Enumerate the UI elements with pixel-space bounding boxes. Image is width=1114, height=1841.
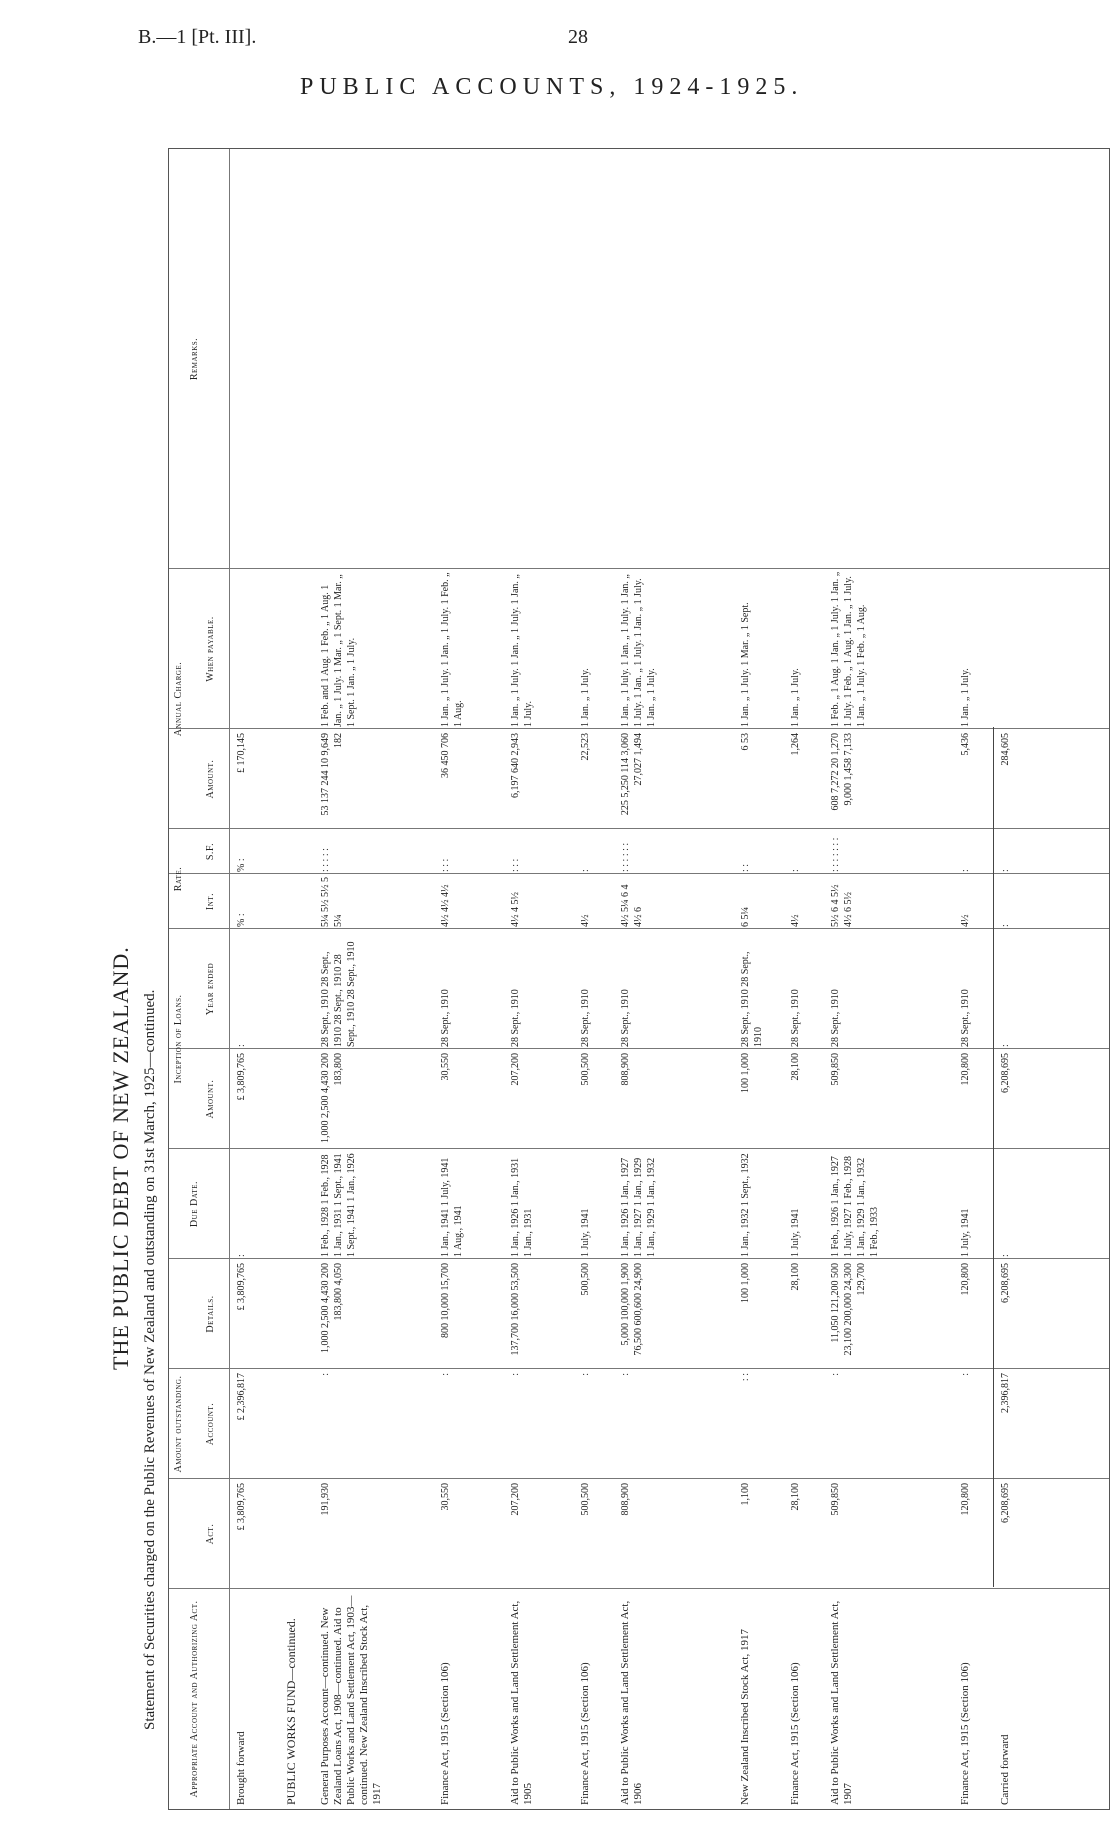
cell-due: : (236, 1254, 247, 1257)
cell-due: 1 July, 1941 (960, 1208, 971, 1257)
cell-due: 1 Jan., 1926 1 Jan., 1927 1 Jan., 1927 1 Jan., 1929 1 Jan., 1929 1 Jan., 1932 (620, 1157, 657, 1257)
cell-act: 120,800 (960, 1483, 971, 1516)
cell-label: Brought forward (235, 1731, 247, 1805)
cell-account: : (320, 1373, 331, 1376)
cell-year: 28 Sept., 1910 (830, 989, 841, 1047)
cell-ac-amt: 1,264 (790, 733, 801, 756)
table-grid (168, 148, 1110, 1810)
cell-label: Carried forward (999, 1734, 1011, 1805)
cell-year: : (1000, 1044, 1011, 1047)
header-year-ended: Year ended (205, 962, 216, 1016)
header-incep-amount: Amount. (205, 1079, 216, 1119)
cell-details: 11,050 121,200 500 23,100 200,000 24,300 129,700 (830, 1263, 867, 1356)
cell-year: 28 Sept., 1910 28 Sept., 1910 (740, 951, 764, 1047)
cell-details: 1,000 2,500 4,430 200 183,800 4,050 (320, 1263, 344, 1353)
cell-year: 28 Sept., 1910 (620, 989, 631, 1047)
cell-inc-amt: 6,208,695 (1000, 1053, 1011, 1093)
cell-sf: : : : : : : : (830, 837, 841, 872)
cell-year: 28 Sept., 1910 (580, 989, 591, 1047)
cell-account: : : (740, 1373, 751, 1382)
cell-details: 100 1,000 (740, 1263, 751, 1303)
cell-inc-amt: 28,100 (790, 1053, 801, 1081)
cell-year: : (236, 1044, 247, 1047)
cell-account: : (960, 1373, 971, 1376)
cell-ac-amt: 225 5,250 114 3,060 27,027 1,494 (620, 733, 644, 816)
cell-details: 28,100 (790, 1263, 801, 1291)
cell-when: 1 Jan. „ 1 July. (580, 668, 591, 727)
cell-details: £ 3,809,765 (236, 1263, 247, 1311)
cell-int: 4½ 4½ 4½ (440, 884, 451, 927)
rotated-table (108, 130, 1114, 1830)
cell-when: 1 Jan. „ 1 July. 1 Jan. „ 1 July. 1 Jan. „ 1 July. 1 Jan. „ 1 July. 1 Jan. „ 1 July. 1 Jan. „ 1 July. (620, 574, 657, 727)
cell-inc-amt: 500,500 (580, 1053, 591, 1086)
cell-year: 28 Sept., 1910 (790, 989, 801, 1047)
cell-sf: : : : : : : (620, 842, 631, 872)
cell-ac-amt: 6,197 640 2,943 (510, 733, 521, 798)
cell-account: 2,396,817 (1000, 1373, 1011, 1413)
cell-label: Aid to Public Works and Land Settlement Act, 1906 (619, 1600, 644, 1805)
running-title: PUBLIC ACCOUNTS, 1924-1925. (300, 74, 804, 100)
cell-due: 1 Jan., 1926 1 Jan., 1931 1 Jan., 1931 (510, 1157, 534, 1257)
cell-account: : (440, 1373, 451, 1376)
table-title: THE PUBLIC DEBT OF NEW ZEALAND. (108, 946, 133, 1370)
cell-inc-amt: 207,200 (510, 1053, 521, 1086)
cell-sf: : : (740, 863, 751, 872)
cell-inc-amt: £ 3,809,765 (236, 1053, 247, 1101)
cell-inc-amt: 120,800 (960, 1053, 971, 1086)
cell-ac-amt: 36 450 706 (440, 733, 451, 778)
cell-account: : (510, 1373, 521, 1376)
cell-when: 1 Jan. „ 1 July. (960, 668, 971, 727)
cell-label: Aid to Public Works and Land Settlement Act, 1907 (829, 1600, 854, 1805)
cell-label: Finance Act, 1915 (Section 106) (579, 1662, 591, 1805)
cell-act: 28,100 (790, 1483, 801, 1511)
cell-label: Finance Act, 1915 (Section 106) (439, 1662, 451, 1805)
cell-year: 28 Sept., 1910 (960, 989, 971, 1047)
cell-details: 120,800 (960, 1263, 971, 1296)
cell-act: 6,208,695 (1000, 1483, 1011, 1523)
cell-label: New Zealand Inscribed Stock Act, 1917 (739, 1629, 751, 1805)
cell-year: 28 Sept., 1910 28 Sept., 1910 28 Sept., 1910 28 Sept., 1910 28 Sept., 1910 (320, 941, 357, 1047)
header-rate: Rate. (173, 866, 184, 892)
cell-label: Finance Act, 1915 (Section 106) (789, 1662, 801, 1805)
cell-when: 1 Jan. „ 1 July. 1 Mar. „ 1 Sept. (740, 602, 751, 727)
header-ac-amount: Amount. (205, 759, 216, 799)
cell-int: : (1000, 924, 1011, 927)
cell-int: 4½ 4 5½ (510, 892, 521, 927)
header-amount-outstanding: Amount outstanding. (173, 1375, 184, 1473)
cell-int: 4½ (790, 914, 801, 927)
cell-ac-amt: 608 7,272 20 1,270 9,000 1,458 7,133 (830, 733, 854, 811)
cell-sf: : : : (440, 858, 451, 872)
cell-act: 30,550 (440, 1483, 451, 1511)
cell-act: 1,100 (740, 1483, 751, 1506)
cell-account: £ 2,396,817 (236, 1373, 247, 1421)
cell-account: : (830, 1373, 841, 1376)
cell-year: 28 Sept., 1910 (440, 989, 451, 1047)
cell-when: 1 Jan. „ 1 July. 1 Jan. „ 1 July. 1 Feb. „ 1 Aug. (440, 572, 464, 727)
cell-act: 207,200 (510, 1483, 521, 1516)
header-int: Int. (205, 892, 216, 911)
cell-label: General Purposes Account—continued. New Zealand Loans Act, 1908—continued. Aid to Public Works and Land Settlement Act, 1903—continued. New Zealand Inscribed Stock Act, 1917 (319, 1595, 383, 1805)
cell-sf: % : (236, 858, 247, 872)
page-number: 28 (568, 26, 588, 48)
cell-details: 800 10,000 15,700 (440, 1263, 451, 1338)
cell-inc-amt: 30,550 (440, 1053, 451, 1081)
cell-details: 5,000 100,000 1,900 76,500 600,600 24,900 (620, 1263, 644, 1356)
cell-sf: : : : (510, 858, 521, 872)
header-due-date: Due Date. (189, 1180, 200, 1228)
cell-label: Aid to Public Works and Land Settlement Act, 1905 (509, 1600, 534, 1805)
cell-int: 4½ (960, 914, 971, 927)
cell-due: 1 Jan., 1932 1 Sept., 1932 (740, 1153, 751, 1257)
cell-inc-amt: 808,900 (620, 1053, 631, 1086)
cell-sf: : (580, 869, 591, 872)
cell-label: Finance Act, 1915 (Section 106) (959, 1662, 971, 1805)
cell-label: PUBLIC WORKS FUND—continued. (284, 1618, 298, 1805)
cell-ac-amt: 22,523 (580, 733, 591, 761)
cell-sf: : (1000, 869, 1011, 872)
cell-sf: : (790, 869, 801, 872)
cell-details: 500,500 (580, 1263, 591, 1296)
cell-act: 191,930 (320, 1483, 331, 1516)
header-details-col: Details. (205, 1295, 216, 1333)
cell-ac-amt: 53 137 244 10 9,649 182 (320, 733, 344, 816)
header-when-payable: When payable. (205, 616, 216, 682)
header-account-col: Account. (205, 1402, 216, 1446)
cell-due: 1 Jan., 1941 1 July, 1941 1 Aug., 1941 (440, 1157, 464, 1257)
cell-due: : (1000, 1254, 1011, 1257)
cell-int: 4½ 5¼ 6 4 4½ 6 (620, 884, 644, 927)
cell-details: 137,700 16,000 53,500 (510, 1263, 521, 1356)
cell-inc-amt: 100 1,000 (740, 1053, 751, 1093)
cell-int: 4½ (580, 914, 591, 927)
cell-ac-amt: 284,605 (1000, 733, 1011, 766)
cell-details: 6,208,695 (1000, 1263, 1011, 1303)
cell-when: 1 Jan. „ 1 July. 1 Jan. „ 1 July. 1 Jan. „ 1 July. (510, 574, 534, 727)
cell-sf: : : : : : (320, 848, 331, 872)
cell-act: 509,850 (830, 1483, 841, 1516)
cell-account: : (580, 1373, 591, 1376)
header-remarks: Remarks. (189, 337, 200, 381)
cell-inc-amt: 1,000 2,500 4,430 200 183,800 (320, 1053, 344, 1143)
total-rule (993, 727, 994, 1587)
cell-int: 5¼ 5½ 5½ 5 5¼ (320, 877, 344, 927)
cell-year: 28 Sept., 1910 (510, 989, 521, 1047)
cell-ac-amt: 5,436 (960, 733, 971, 756)
cell-act: 500,500 (580, 1483, 591, 1516)
header-sf: S.F. (205, 842, 216, 861)
table-subtitle: Statement of Securities charged on the Public Revenues of New Zealand and outstanding on 31st March, 1925—continued. (142, 989, 158, 1730)
cell-ac-amt: £ 170,145 (236, 733, 247, 773)
reference-code: B.—1 [Pt. III]. (138, 26, 257, 48)
cell-int: % : (236, 913, 247, 927)
cell-int: 6 5¼ (740, 907, 751, 927)
cell-act: £ 3,809,765 (236, 1483, 247, 1531)
cell-act: 808,900 (620, 1483, 631, 1516)
cell-due: 1 Feb., 1926 1 Jan., 1927 1 July, 1927 1 Feb., 1928 1 Jan., 1929 1 Jan., 1932 1 Feb., 1933 (830, 1155, 880, 1257)
cell-due: 1 Feb., 1928 1 Feb., 1928 1 Jan., 1931 1 Sept., 1941 1 Sept., 1941 1 Jan., 1926 (320, 1153, 357, 1257)
cell-when: 1 Jan. „ 1 July. (790, 668, 801, 727)
cell-when: 1 Feb. and 1 Aug. 1 Feb. „ 1 Aug. 1 Jan. „ 1 July. 1 Mar. „ 1 Sept. 1 Mar. „ 1 Sept. 1 Jan. „ 1 July. (320, 574, 357, 727)
header-inception: Inception of Loans. (173, 994, 184, 1084)
cell-when: 1 Feb. „ 1 Aug. 1 Jan. „ 1 July. 1 Jan. „ 1 July. 1 Feb. „ 1 Aug. 1 Jan. „ 1 July. 1 Jan. „ 1 July. 1 Feb. „ 1 Aug. (830, 571, 867, 727)
cell-due: 1 July, 1941 (790, 1208, 801, 1257)
cell-inc-amt: 509,850 (830, 1053, 841, 1086)
header-act-col: Act. (205, 1523, 216, 1545)
cell-int: 5½ 6 4 5½ 4½ 6 5½ (830, 884, 854, 927)
cell-sf: : (960, 869, 971, 872)
cell-ac-amt: 6 53 (740, 733, 751, 751)
cell-account: : (620, 1373, 631, 1376)
header-act: Appropriate Account and Authorizing Act. (189, 1600, 200, 1798)
header-annual-charge: Annual Charge. (173, 661, 184, 737)
cell-due: 1 July, 1941 (580, 1208, 591, 1257)
